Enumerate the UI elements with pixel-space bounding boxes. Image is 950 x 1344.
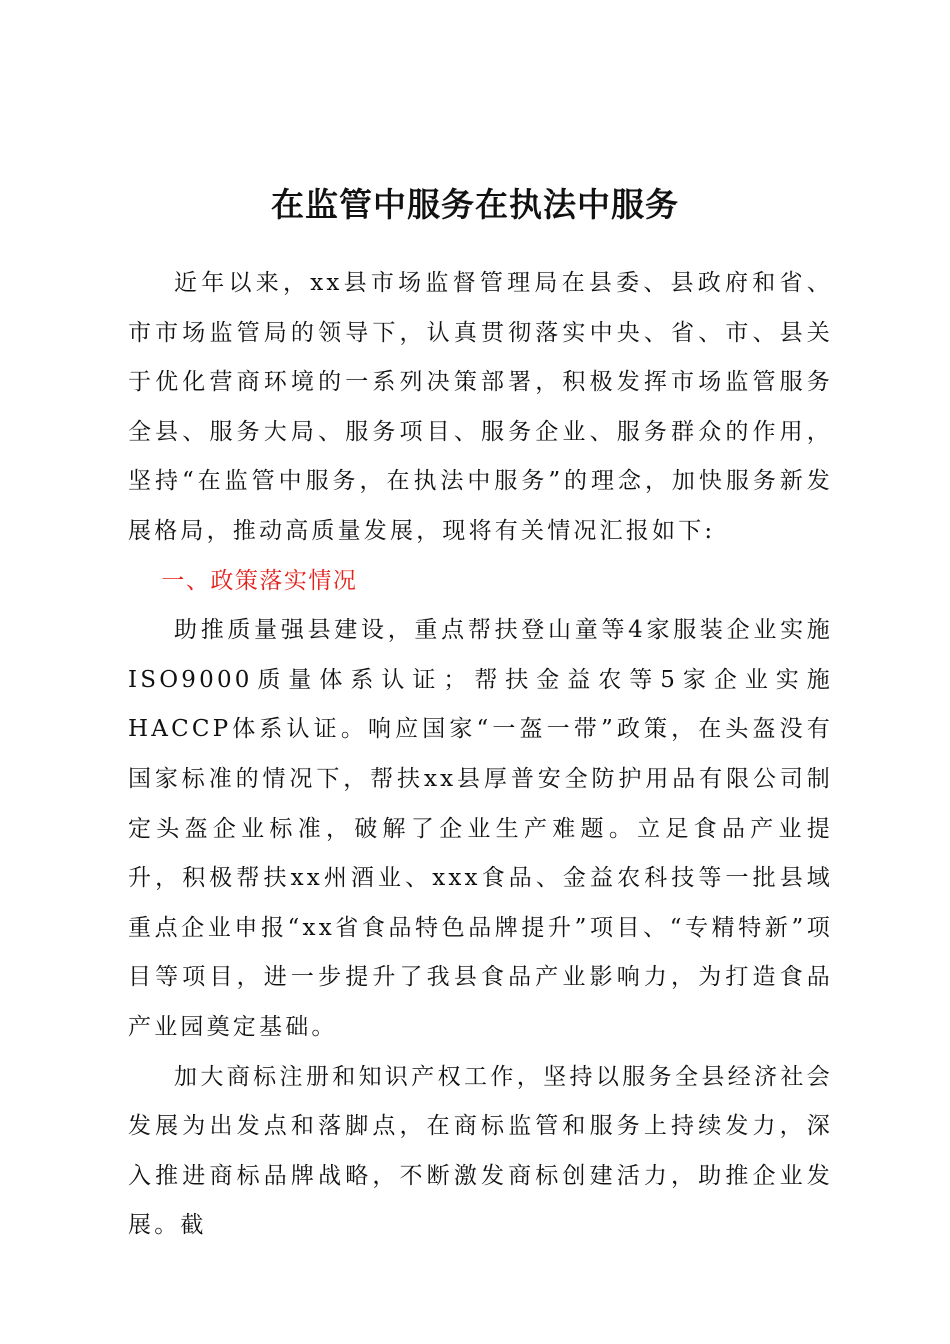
section-paragraph: 加大商标注册和知识产权工作，坚持以服务全县经济社会发展为出发点和落脚点，在商标监管和服务上持续发力，深入推进商标品牌战略，不断激发商标创建活力，助推企业发展。截 <box>128 1063 833 1239</box>
document-title: 在监管中服务在执法中服务 <box>271 185 679 224</box>
section-heading: 一、政策落实情况 <box>161 567 358 594</box>
section-paragraph: 助推质量强县建设，重点帮扶登山童等4家服装企业实施ISO9000质量体系认证；帮扶金益农等5家企业实施HACCP体系认证。响应国家“一盔一带”政策，在头盔没有国家标准的情况下，帮扶xx县厚普安全防护用品有限公司制定头盔企业标准，破解了企业生产难题。立足食品产业提升，积极帮扶xx州酒业、xxx食品、金益农科技等一批县域重点企业申报“xx省食品特色品牌提升”项目、“专精特新”项目等项目，进一步提升了我县食品产业影响力，为打造食品产业园奠定基础。 <box>128 617 833 1040</box>
intro-paragraph: 近年以来，xx县市场监督管理局在县委、县政府和省、市市场监管局的领导下，认真贯彻落实中央、省、市、县关于优化营商环境的一系列决策部署，积极发挥市场监管服务全县、服务大局、服务项目、服务企业、服务群众的作用，坚持“在监管中服务，在执法中服务”的理念，加快服务新发展格局，推动高质量发展，现将有关情况汇报如下: <box>128 270 833 544</box>
document-body <box>128 259 833 1251</box>
